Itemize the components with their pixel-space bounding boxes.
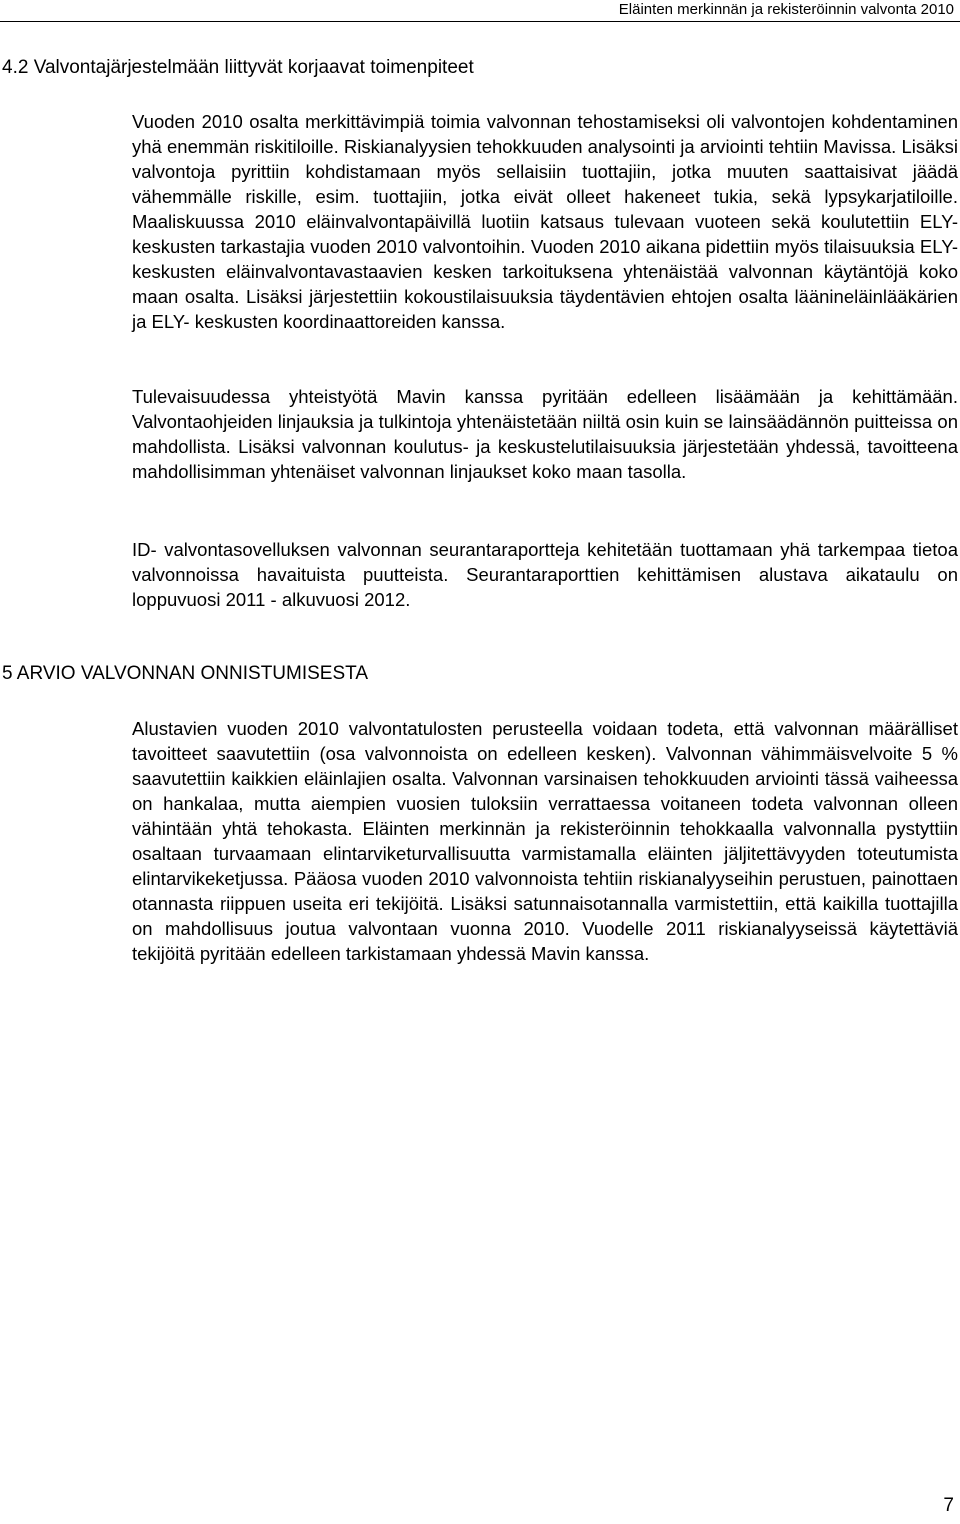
running-header: Eläinten merkinnän ja rekisteröinnin valvonta 2010 — [618, 1, 954, 18]
page-number: 7 — [943, 1495, 954, 1516]
section-heading-5: 5 ARVIO VALVONNAN ONNISTUMISESTA — [2, 663, 369, 684]
body-paragraph: Alustavien vuoden 2010 valvontatulosten perusteella voidaan todeta, että valvonnan määrälliset tavoitteet saavutettiin (osa valvonnoista on edelleen kesken). Valvonnan vähimmäisvelvoite 5 % saavutettiin kaikkien eläinlajien osalta. Valvonnan varsinaisen tehokkuuden arviointi tässä vaiheessa on hankalaa, mutta aiempien vuosien tuloksiin verrattaessa voitaneen todeta valvonnan olleen vähintään yhtä tehokasta. Eläinten merkinnän ja rekisteröinnin tehokkaalla valvonnalla pystyttiin osaltaan turvaamaan elintarviketurvallisuutta varmistamalla eläinten jäljitettävyyden toteutumista elintarvikeketjussa. Pääosa vuoden 2010 valvonnoista tehtiin riskianalyyseihin perustuen, painottaen otannasta riippuen useita eri tekijöitä. Lisäksi satunnaisotannalla varmistettiin, että kaikilla tuottajilla on mahdollisuus joutua valvontaan vuonna 2010. Vuodelle 2011 riskianalyyseissä käytettäviä tekijöitä pyritään edelleen tarkistamaan yhdessä Mavin kanssa. — [132, 718, 958, 964]
body-paragraph: ID- valvontasovelluksen valvonnan seurantaraportteja kehitetään tuottamaan yhä tarkempaa tietoa valvonnoissa havaituista puutteista. Seurantaraporttien kehittämisen alustava aikataulu on loppuvuosi 2011 - alkuvuosi 2012. — [132, 539, 958, 610]
body-paragraph: Tulevaisuudessa yhteistyötä Mavin kanssa pyritään edelleen lisäämään ja kehittämään. Valvontaohjeiden linjauksia ja tulkintoja yhtenäistetään niiltä osin kuin se lainsäädännön puitteissa on mahdollista. Lisäksi valvonnan koulutus- ja keskustelutilaisuuksia järjestetään yhdessä, tavoitteena mahdollisimman yhtenäiset valvonnan linjaukset koko maan tasolla. — [132, 386, 958, 482]
body-paragraph: Vuoden 2010 osalta merkittävimpiä toimia valvonnan tehostamiseksi oli valvontojen kohdentaminen yhä enemmän riskitiloille. Riskianalyysien tehokkuuden analysointi ja arviointi tehtiin Mavissa. Lisäksi valvontoja pyrittiin kohdistamaan myös sellaisiin tuottajiin, jotka muuten saattaisivat jäädä vähemmälle riskille, esim. tuottajiin, jotka eivät olleet hakeneet tukia, sekä lypsykarjatiloille. Maaliskuussa 2010 eläinvalvontapäivillä luotiin katsaus tulevaan vuoteen sekä koulutettiin ELY- keskusten tarkastajia vuoden 2010 valvontoihin. Vuoden 2010 aikana pidettiin myös tilaisuuksia ELY- keskusten eläinvalvontavastaavien kesken tarkoituksena yhtenäistää valvonnan käytäntöjä koko maan osalta. Lisäksi järjestettiin kokoustilaisuuksia täydentävien ehtojen osalta läänineläinlääkärien ja ELY- keskusten koordinaattoreiden kanssa. — [132, 111, 958, 332]
header-rule — [0, 21, 960, 22]
section-heading-4-2: 4.2 Valvontajärjestelmään liittyvät korjaavat toimenpiteet — [2, 57, 474, 78]
